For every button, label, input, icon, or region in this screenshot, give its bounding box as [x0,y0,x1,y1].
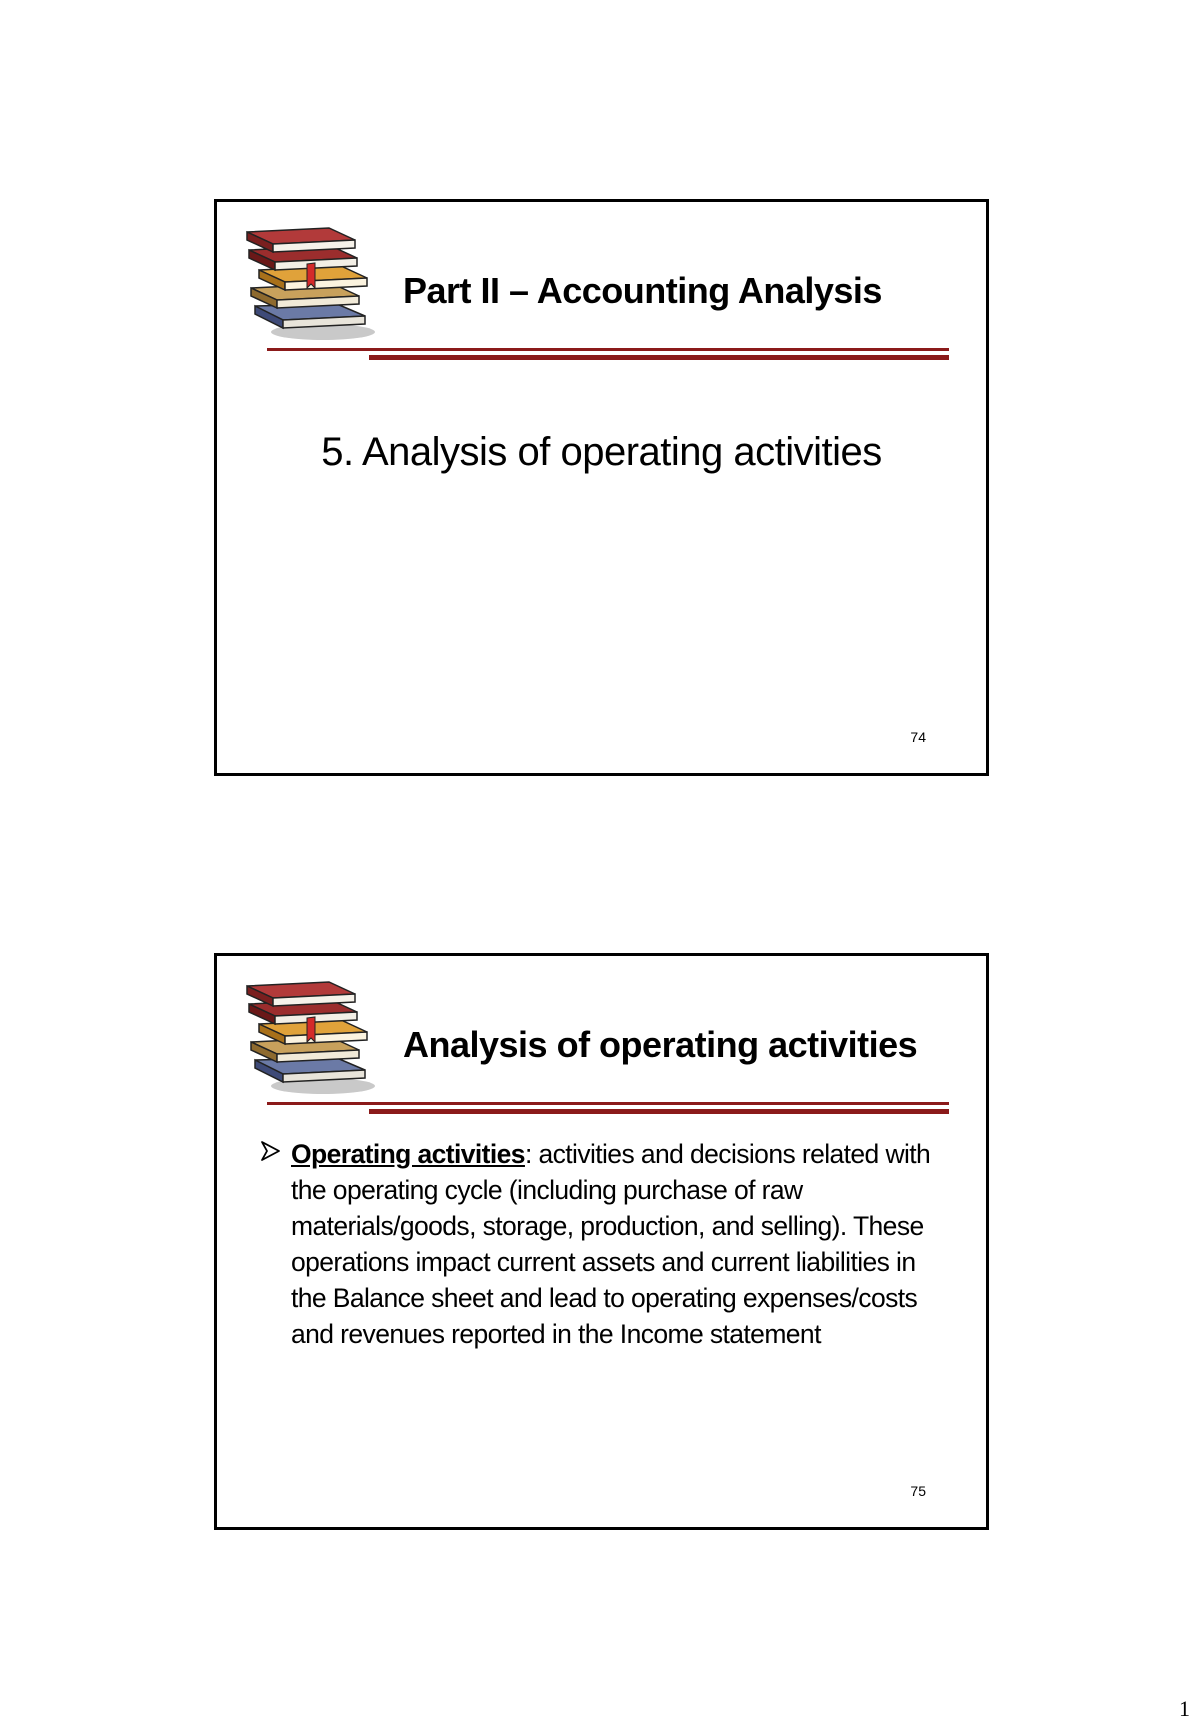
slide-74 [214,199,989,776]
bullet-body: : activities and decisions related with the operating cycle (including purchase of raw materials/goods, storage, production, and selling). These operations impact current assets and current liabilities in the Balance sheet and lead to operating expenses/costs and revenues reported in the Income statement [291,1139,931,1349]
stack-of-books-icon [241,978,381,1096]
slide-number: 75 [910,1483,926,1499]
arrow-bullet-icon [259,1140,281,1162]
title-rule [369,355,949,360]
title-rule [369,1102,949,1105]
bullet-text [291,1136,939,1352]
page-number: 1 [1179,1696,1190,1721]
stack-of-books-icon [241,224,381,342]
slide-number: 74 [910,729,926,745]
title-rule [369,348,949,351]
slide-title: Analysis of operating activities [403,1024,918,1065]
title-rule [369,1109,949,1114]
bullet-term: Operating activities [291,1139,525,1169]
slide-75 [214,953,989,1530]
slide-title: Part II – Accounting Analysis [403,270,882,311]
slide-subtitle: 5. Analysis of operating activities [321,430,882,474]
bullet-item [259,1136,939,1352]
